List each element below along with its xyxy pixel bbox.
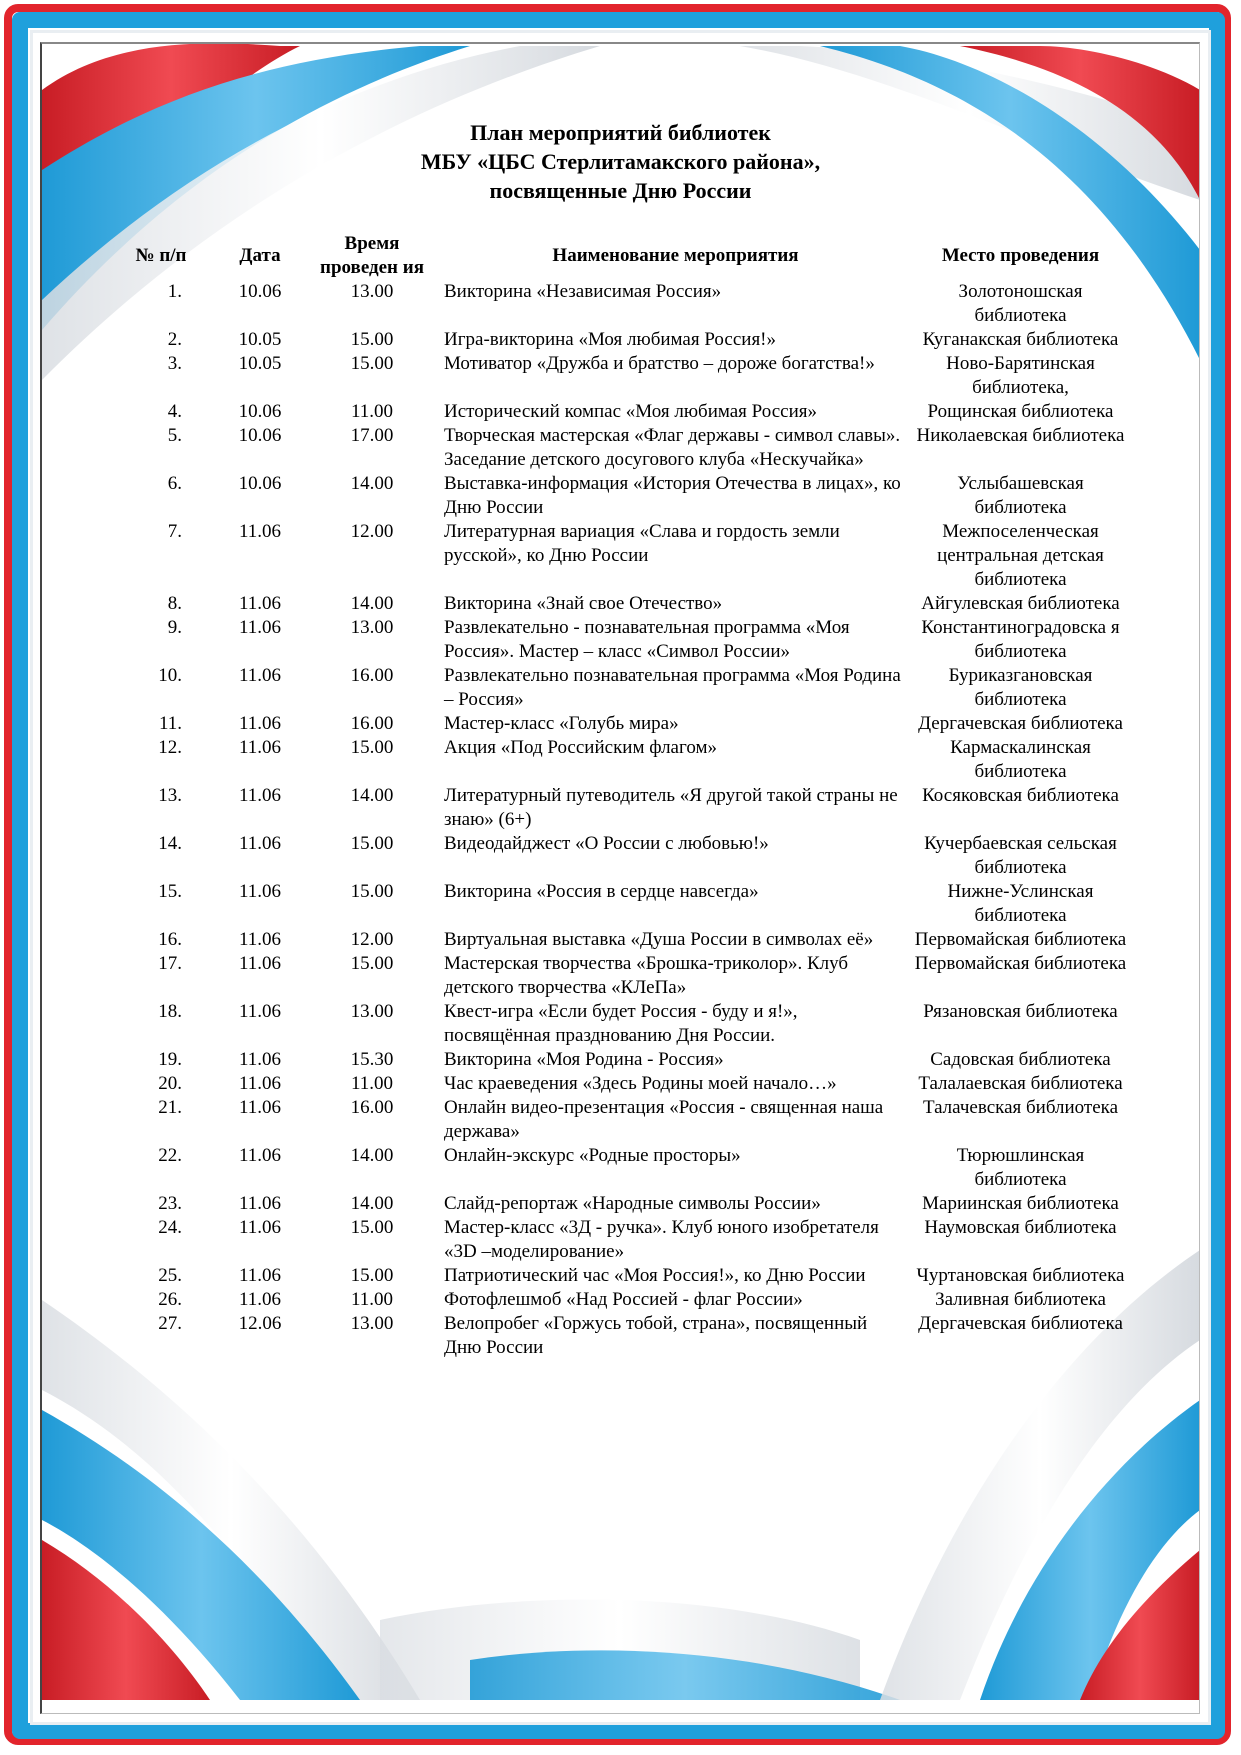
table-row [120, 1048, 1128, 1072]
row-num: 11. [158, 713, 182, 734]
row-event-name: Онлайн-экскурс «Родные просторы» [444, 1145, 741, 1166]
row-date: 12.06 [238, 1313, 282, 1334]
row-date: 11.06 [238, 713, 282, 734]
row-place: Дергачевская библиотека [918, 1313, 1123, 1334]
row-time: 11.00 [350, 1073, 394, 1094]
row-place: Куганакская библиотека [922, 329, 1119, 350]
row-num: 5. [167, 425, 182, 446]
row-num: 7. [167, 521, 182, 542]
row-date: 11.06 [238, 1193, 282, 1214]
table-row [120, 616, 1128, 664]
row-date: 11.06 [238, 593, 282, 614]
row-place: Заливная библиотека [935, 1289, 1106, 1310]
row-event-name: Исторический компас «Моя любимая Россия» [444, 401, 818, 422]
table-row [120, 352, 1128, 400]
row-date: 11.06 [238, 617, 282, 638]
row-num: 14. [158, 833, 182, 854]
title-line-1: План мероприятий библиотек [470, 120, 771, 145]
table-row [120, 1096, 1128, 1144]
title-line-3: посвященные Дню России [489, 178, 752, 203]
row-num: 18. [158, 1001, 182, 1022]
row-place: Рощинская библиотека [927, 401, 1114, 422]
row-place: Кармаскалинская библиотека [950, 737, 1091, 782]
row-event-name: Квест-игра «Если будет Россия - буду и я!», посвящённая празднованию Дня России. [444, 1001, 798, 1046]
row-place: Услыбашевская библиотека [957, 473, 1084, 518]
row-num: 17. [158, 953, 182, 974]
row-time: 15.30 [350, 1049, 394, 1070]
row-date: 10.06 [238, 281, 282, 302]
row-event-name: Виртуальная выставка «Душа России в символах её» [444, 929, 874, 950]
row-place: Тюрюшлинская библиотека [956, 1145, 1085, 1190]
table-row [120, 1288, 1128, 1312]
row-event-name: Мастерская творчества «Брошка-триколор». Клуб детского творчества «КЛеПа» [444, 953, 849, 998]
row-num: 2. [167, 329, 182, 350]
row-event-name: Литературный путеводитель «Я другой такой страны не знаю» (6+) [444, 785, 898, 830]
row-time: 16.00 [350, 1097, 394, 1118]
row-date: 11.06 [238, 1145, 282, 1166]
row-time: 15.00 [350, 353, 394, 374]
row-place: Айгулевская библиотека [921, 593, 1120, 614]
row-place: Первомайская библиотека [914, 929, 1127, 950]
row-date: 11.06 [238, 953, 282, 974]
row-place: Талалаевская библиотека [918, 1073, 1123, 1094]
row-event-name: Викторина «Знай свое Отечество» [444, 593, 723, 614]
row-time: 17.00 [350, 425, 394, 446]
row-place: Константиноградовска я библиотека [921, 617, 1120, 662]
table-row [120, 736, 1128, 784]
row-event-name: Акция «Под Российским флагом» [444, 737, 717, 758]
row-num: 12. [158, 737, 182, 758]
row-event-name: Развлекательно - познавательная программа «Моя Россия». Мастер – класс «Символ России» [444, 617, 850, 662]
row-date: 10.06 [238, 401, 282, 422]
header-name: Наименование мероприятия [552, 245, 799, 266]
row-event-name: Час краеведения «Здесь Родины моей начало…» [444, 1073, 837, 1094]
row-place: Наумовская библиотека [924, 1217, 1117, 1238]
row-time: 15.00 [350, 833, 394, 854]
row-place: Ново-Барятинская библиотека, [946, 353, 1095, 398]
row-num: 27. [158, 1313, 182, 1334]
row-time: 14.00 [350, 1145, 394, 1166]
table-row [120, 592, 1128, 616]
row-date: 11.06 [238, 1217, 282, 1238]
row-time: 13.00 [350, 1001, 394, 1022]
row-event-name: Патриотический час «Моя Россия!», ко Дню России [444, 1265, 866, 1286]
table-row [120, 832, 1128, 880]
row-time: 15.00 [350, 1265, 394, 1286]
row-place: Дергачевская библиотека [918, 713, 1123, 734]
table-row [120, 1264, 1128, 1288]
row-event-name: Игра-викторина «Моя любимая Россия!» [444, 329, 777, 350]
row-event-name: Развлекательно познавательная программа «Моя Родина – Россия» [444, 665, 901, 710]
table-row [120, 784, 1128, 832]
row-place: Рязановская библиотека [923, 1001, 1118, 1022]
row-event-name: Творческая мастерская «Флаг державы - символ славы». Заседание детского досугового клуба «Нескучайка» [444, 425, 901, 470]
row-place: Буриказгановская библиотека [948, 665, 1093, 710]
row-date: 11.06 [238, 881, 282, 902]
table-row [120, 472, 1128, 520]
table-row [120, 1072, 1128, 1096]
row-event-name: Выставка-информация «История Отечества в лицах», ко Дню России [444, 473, 901, 518]
row-place: Кучербаевская сельская библиотека [924, 833, 1117, 878]
table-row [120, 712, 1128, 736]
row-num: 23. [158, 1193, 182, 1214]
row-date: 11.06 [238, 833, 282, 854]
row-event-name: Онлайн видео-презентация «Россия - священная наша держава» [444, 1097, 884, 1142]
row-place: Чуртановская библиотека [916, 1265, 1125, 1286]
row-date: 11.06 [238, 929, 282, 950]
row-date: 11.06 [238, 1001, 282, 1022]
row-time: 12.00 [350, 929, 394, 950]
row-num: 10. [158, 665, 182, 686]
row-place: Мариинская библиотека [922, 1193, 1119, 1214]
row-time: 13.00 [350, 617, 394, 638]
row-place: Нижне-Услинская библиотека [947, 881, 1094, 926]
row-date: 10.05 [238, 329, 282, 350]
row-time: 11.00 [350, 401, 394, 422]
row-time: 15.00 [350, 329, 394, 350]
row-num: 1. [167, 281, 182, 302]
row-date: 11.06 [238, 1097, 282, 1118]
table-row [120, 1216, 1128, 1264]
row-time: 16.00 [350, 665, 394, 686]
row-place: Садовская библиотека [930, 1049, 1111, 1070]
row-date: 11.06 [238, 1265, 282, 1286]
row-time: 12.00 [350, 521, 394, 542]
row-num: 25. [158, 1265, 182, 1286]
row-num: 15. [158, 881, 182, 902]
row-num: 6. [167, 473, 182, 494]
row-time: 15.00 [350, 1217, 394, 1238]
document-title [0, 118, 1241, 205]
row-time: 11.00 [350, 1289, 394, 1310]
table-header-row [120, 232, 1128, 280]
row-time: 14.00 [350, 785, 394, 806]
table-row [120, 424, 1128, 472]
row-num: 3. [167, 353, 182, 374]
row-time: 14.00 [350, 593, 394, 614]
row-place: Межпоселенческая центральная детская библиотека [937, 521, 1104, 590]
table-row [120, 952, 1128, 1000]
row-num: 26. [158, 1289, 182, 1310]
row-place: Косяковская библиотека [922, 785, 1119, 806]
table-row [120, 400, 1128, 424]
table-row [120, 1144, 1128, 1192]
table-row [120, 928, 1128, 952]
table-row [120, 1000, 1128, 1048]
table-row [120, 880, 1128, 928]
row-time: 14.00 [350, 1193, 394, 1214]
row-date: 11.06 [238, 521, 282, 542]
row-date: 11.06 [238, 665, 282, 686]
row-event-name: Слайд-репортаж «Народные символы России» [444, 1193, 821, 1214]
row-num: 9. [167, 617, 182, 638]
row-date: 11.06 [238, 737, 282, 758]
row-event-name: Мастер-класс «3Д - ручка». Клуб юного изобретателя «3D –моделирование» [444, 1217, 879, 1262]
row-place: Первомайская библиотека [914, 953, 1127, 974]
row-num: 4. [167, 401, 182, 422]
row-event-name: Викторина «Россия в сердце навсегда» [444, 881, 759, 902]
row-date: 10.05 [238, 353, 282, 374]
row-date: 11.06 [238, 1049, 282, 1070]
row-num: 24. [158, 1217, 182, 1238]
table-row [120, 664, 1128, 712]
row-date: 10.06 [238, 473, 282, 494]
row-num: 22. [158, 1145, 182, 1166]
row-event-name: Викторина «Моя Родина - Россия» [444, 1049, 724, 1070]
table-row [120, 280, 1128, 328]
row-date: 11.06 [238, 785, 282, 806]
row-num: 13. [158, 785, 182, 806]
row-event-name: Видеодайджест «О России с любовью!» [444, 833, 769, 854]
row-event-name: Мастер-класс «Голубь мира» [444, 713, 679, 734]
row-time: 13.00 [350, 281, 394, 302]
row-num: 16. [158, 929, 182, 950]
row-time: 14.00 [350, 473, 394, 494]
row-num: 20. [158, 1073, 182, 1094]
header-time: Время проведен ия [320, 233, 424, 278]
table-row [120, 1312, 1128, 1360]
row-time: 15.00 [350, 953, 394, 974]
header-num: № п/п [135, 245, 187, 266]
row-time: 15.00 [350, 881, 394, 902]
header-place: Место проведения [941, 245, 1100, 266]
row-time: 15.00 [350, 737, 394, 758]
events-table [120, 232, 1128, 1360]
header-date: Дата [239, 245, 281, 266]
title-line-2: МБУ «ЦБС Стерлитамакского района», [420, 149, 821, 174]
table-row [120, 1192, 1128, 1216]
row-event-name: Мотиватор «Дружба и братство – дороже богатства!» [444, 353, 875, 374]
row-place: Николаевская библиотека [916, 425, 1125, 446]
row-num: 19. [158, 1049, 182, 1070]
row-date: 11.06 [238, 1289, 282, 1310]
row-event-name: Литературная вариация «Слава и гордость земли русской», ко Дню России [444, 521, 840, 566]
row-place: Золотоношская библиотека [958, 281, 1083, 326]
row-time: 13.00 [350, 1313, 394, 1334]
row-place: Талачевская библиотека [922, 1097, 1119, 1118]
row-event-name: Викторина «Независимая Россия» [444, 281, 722, 302]
row-date: 11.06 [238, 1073, 282, 1094]
table-row [120, 328, 1128, 352]
row-event-name: Велопробег «Горжусь тобой, страна», посвященный Дню России [444, 1313, 868, 1358]
table-body [120, 280, 1128, 1360]
row-event-name: Фотофлешмоб «Над Россией - флаг России» [444, 1289, 803, 1310]
row-time: 16.00 [350, 713, 394, 734]
row-num: 21. [158, 1097, 182, 1118]
row-num: 8. [167, 593, 182, 614]
row-date: 10.06 [238, 425, 282, 446]
table-row [120, 520, 1128, 592]
